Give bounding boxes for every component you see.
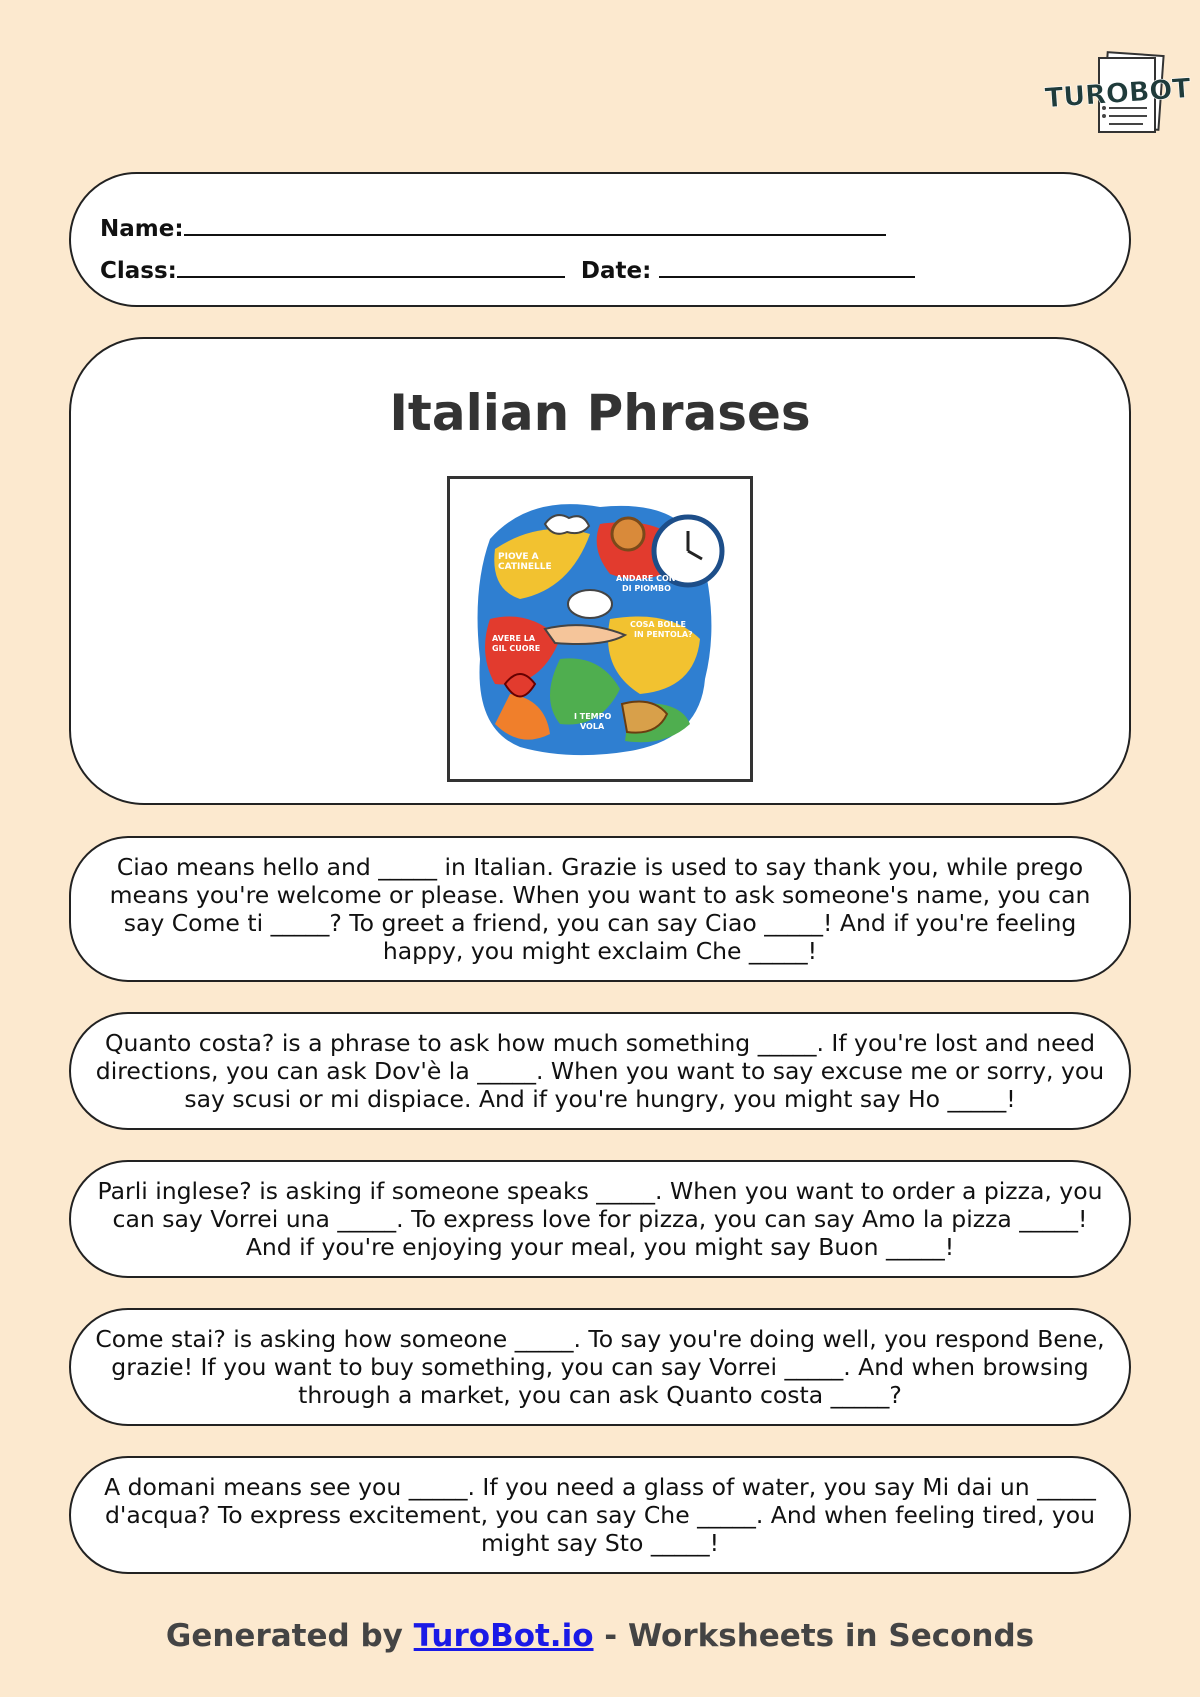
paragraph-text: Quanto costa? is a phrase to ask how much something _____. If you're lost and need directions, you can ask Dov'è la _____. When you want to say excuse me or sorry, you say scusi or mi dispiace. And if you're hungry, you might say Ho _____! [95, 1029, 1105, 1113]
turobot-link[interactable]: TuroBot.io [413, 1618, 594, 1654]
svg-text:GIL CUORE: GIL CUORE [492, 644, 541, 653]
class-field[interactable] [177, 254, 565, 278]
date-label: Date: [580, 258, 652, 284]
title-box [69, 337, 1131, 805]
turobot-logo [1043, 52, 1192, 138]
exercise-paragraph-2 [69, 1012, 1131, 1130]
svg-text:CATINELLE: CATINELLE [498, 562, 552, 572]
exercise-paragraph-5 [69, 1456, 1131, 1574]
svg-text:I TEMPO: I TEMPO [574, 712, 612, 721]
paragraph-text: Ciao means hello and _____ in Italian. Grazie is used to say thank you, while prego means you're welcome or please. When you want to ask someone's name, you can say Come ti _____? To greet a friend, you can say Ciao _____! And if you're feeling happy, you might exclaim Che _____! [109, 853, 1091, 965]
footer-prefix: Generated by [165, 1618, 414, 1654]
italian-phrases-illustration [447, 476, 753, 782]
exercise-paragraph-1 [69, 836, 1131, 982]
class-date-row [100, 254, 915, 284]
svg-text:VOLA: VOLA [580, 722, 605, 731]
paragraph-text: A domani means see you _____. If you need a glass of water, you say Mi dai un _____ d'acqua? To express excitement, you can say Che _____. And when feeling tired, you might say Sto _____! [104, 1473, 1096, 1557]
svg-text:ANDARE CON: ANDARE CON [616, 574, 676, 583]
class-label: Class: [100, 258, 177, 284]
svg-text:AVERE LA: AVERE LA [492, 634, 536, 643]
svg-text:TUROBOT: TUROBOT [1043, 73, 1192, 115]
name-field[interactable] [184, 212, 886, 236]
name-row [100, 212, 886, 242]
date-field[interactable] [659, 254, 915, 278]
exercise-paragraph-3 [69, 1160, 1131, 1278]
footer-suffix: - Worksheets in Seconds [593, 1618, 1035, 1654]
svg-text:COSA BOLLE: COSA BOLLE [630, 620, 686, 629]
paragraph-text: Parli inglese? is asking if someone speaks _____. When you want to order a pizza, you can say Vorrei una _____. To express love for pizza, you can say Amo la pizza _____! And if you're enjoying your meal, you might say Buon _____! [97, 1177, 1103, 1261]
svg-text:IN PENTOLA?: IN PENTOLA? [634, 630, 693, 639]
exercise-paragraph-4 [69, 1308, 1131, 1426]
svg-text:DI PIOMBO: DI PIOMBO [622, 584, 671, 593]
svg-text:PIOVE A: PIOVE A [498, 552, 539, 562]
footer [0, 1618, 1200, 1654]
student-info-box [69, 172, 1131, 307]
page-title: Italian Phrases [389, 384, 811, 442]
name-label: Name: [100, 216, 184, 242]
paragraph-text: Come stai? is asking how someone _____. To say you're doing well, you respond Bene, grazie! If you want to buy something, you can say Vorrei _____. And when browsing through a market, you can ask Quanto costa _____? [95, 1325, 1105, 1409]
